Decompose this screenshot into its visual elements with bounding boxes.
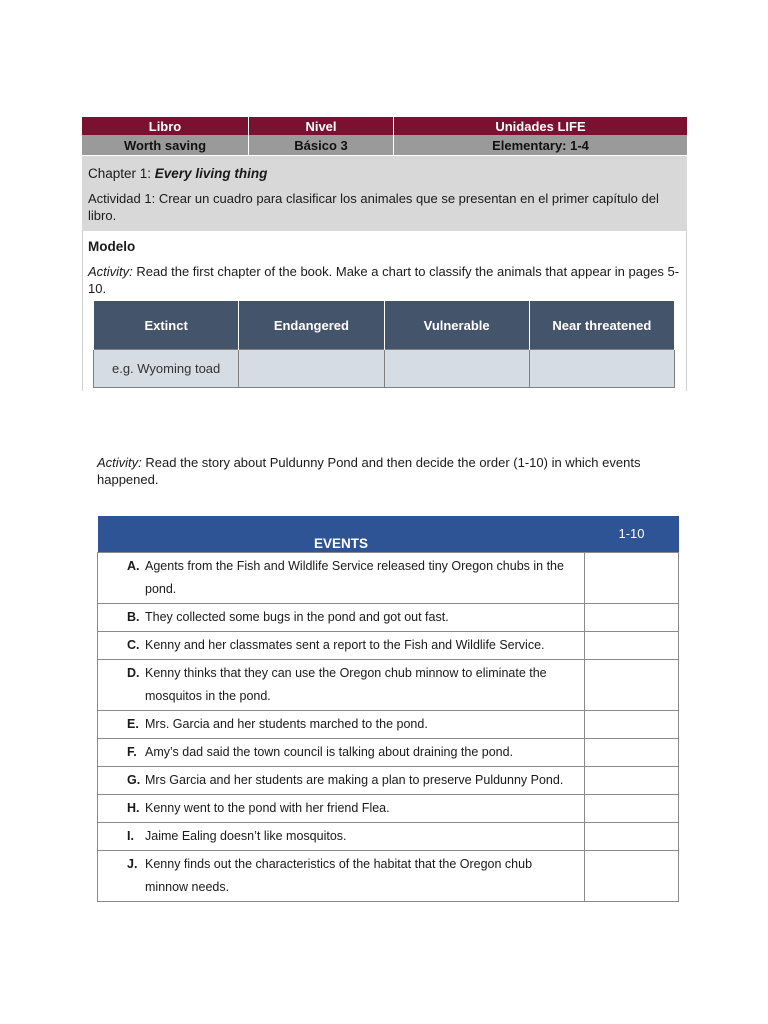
event-row bbox=[98, 604, 679, 632]
event-order-input[interactable] bbox=[585, 851, 679, 902]
event-cell bbox=[98, 739, 585, 767]
event-text: Kenny finds out the characteristics of the habitat that the Oregon chub minnow needs. bbox=[145, 857, 533, 894]
event-cell bbox=[98, 711, 585, 739]
event-text: Kenny thinks that they can use the Oregon chub minnow to eliminate the mosquitos in the pond. bbox=[145, 666, 547, 703]
event-row bbox=[98, 553, 679, 604]
events-table bbox=[97, 516, 679, 902]
events-body bbox=[98, 553, 679, 902]
event-row bbox=[98, 767, 679, 795]
event-letter: D. bbox=[127, 666, 140, 680]
event-order-input[interactable] bbox=[585, 823, 679, 851]
cell-vulnerable bbox=[384, 350, 529, 388]
value-unidades-life: Elementary: 1-4 bbox=[492, 137, 589, 153]
event-order-input[interactable] bbox=[585, 632, 679, 660]
event-order-input[interactable] bbox=[585, 767, 679, 795]
header-unidades-life: Unidades LIFE bbox=[495, 118, 586, 134]
event-order-input[interactable] bbox=[585, 660, 679, 711]
event-row bbox=[98, 823, 679, 851]
event-cell bbox=[98, 795, 585, 823]
event-letter: G. bbox=[127, 773, 141, 787]
event-text: Kenny went to the pond with her friend Flea. bbox=[145, 801, 390, 815]
modelo-activity bbox=[88, 263, 680, 297]
event-text: Jaime Ealing doesn’t like mosquitos. bbox=[145, 829, 347, 843]
activity-2-text bbox=[97, 454, 667, 488]
event-order-input[interactable] bbox=[585, 739, 679, 767]
header-libro: Libro bbox=[82, 117, 249, 135]
classification-row bbox=[94, 350, 675, 388]
event-text: Amy’s dad said the town council is talking about draining the pond. bbox=[145, 745, 514, 759]
header-events: EVENTS bbox=[98, 516, 585, 553]
modelo-title: Modelo bbox=[88, 239, 136, 254]
event-letter: J. bbox=[127, 857, 138, 871]
value-nivel: Básico 3 bbox=[249, 135, 394, 155]
info-table bbox=[82, 117, 687, 155]
event-row bbox=[98, 739, 679, 767]
event-letter: H. bbox=[127, 801, 140, 815]
header-endangered: Endangered bbox=[239, 301, 384, 350]
event-letter: A. bbox=[127, 559, 140, 573]
event-cell bbox=[98, 660, 585, 711]
event-letter: F. bbox=[127, 745, 137, 759]
activity-2-label: Activity: bbox=[97, 455, 142, 470]
event-cell bbox=[98, 632, 585, 660]
cell-extinct: e.g. Wyoming toad bbox=[94, 350, 239, 388]
event-order-input[interactable] bbox=[585, 553, 679, 604]
event-row bbox=[98, 711, 679, 739]
activity-1-text: Actividad 1: Crear un cuadro para clasificar los animales que se presentan en el primer capítulo del libro. bbox=[88, 191, 659, 223]
modelo-activity-label: Activity: bbox=[88, 264, 133, 279]
event-letter: E. bbox=[127, 717, 139, 731]
events-header-row bbox=[98, 516, 679, 553]
event-row bbox=[98, 632, 679, 660]
chapter-title bbox=[88, 166, 267, 181]
event-letter: C. bbox=[127, 638, 140, 652]
event-order-input[interactable] bbox=[585, 604, 679, 632]
event-order-input[interactable] bbox=[585, 795, 679, 823]
event-text: Kenny and her classmates sent a report to the Fish and Wildlife Service. bbox=[145, 638, 545, 652]
header-nivel: Nivel bbox=[249, 117, 394, 135]
cell-near-threatened bbox=[529, 350, 674, 388]
activity-2-body: Read the story about Puldunny Pond and then decide the order (1-10) in which events happened. bbox=[97, 455, 641, 487]
event-row bbox=[98, 795, 679, 823]
event-cell bbox=[98, 553, 585, 604]
header-order: 1-10 bbox=[585, 516, 679, 553]
event-cell bbox=[98, 604, 585, 632]
info-table-header-row bbox=[82, 117, 687, 135]
event-letter: B. bbox=[127, 610, 140, 624]
chapter-label: Chapter 1: bbox=[88, 166, 155, 181]
event-text: Agents from the Fish and Wildlife Service released tiny Oregon chubs in the pond. bbox=[145, 559, 564, 596]
classification-header-row bbox=[94, 301, 675, 350]
event-text: Mrs Garcia and her students are making a plan to preserve Puldunny Pond. bbox=[145, 773, 564, 787]
event-order-input[interactable] bbox=[585, 711, 679, 739]
info-table-value-row bbox=[82, 135, 687, 155]
modelo-activity-text: Read the first chapter of the book. Make a chart to classify the animals that appear in pages 5-10. bbox=[88, 264, 680, 296]
header-near-threatened: Near threatened bbox=[529, 301, 674, 350]
event-cell bbox=[98, 851, 585, 902]
header-vulnerable: Vulnerable bbox=[384, 301, 529, 350]
header-extinct: Extinct bbox=[94, 301, 239, 350]
event-letter: I. bbox=[127, 829, 134, 843]
value-libro: Worth saving bbox=[82, 135, 249, 155]
classification-chart bbox=[93, 300, 675, 388]
event-cell bbox=[98, 823, 585, 851]
event-cell bbox=[98, 767, 585, 795]
event-row bbox=[98, 660, 679, 711]
chapter-name: Every living thing bbox=[154, 166, 268, 181]
cell-endangered bbox=[239, 350, 384, 388]
event-row bbox=[98, 851, 679, 902]
event-text: Mrs. Garcia and her students marched to the pond. bbox=[145, 717, 428, 731]
event-text: They collected some bugs in the pond and got out fast. bbox=[145, 610, 449, 624]
